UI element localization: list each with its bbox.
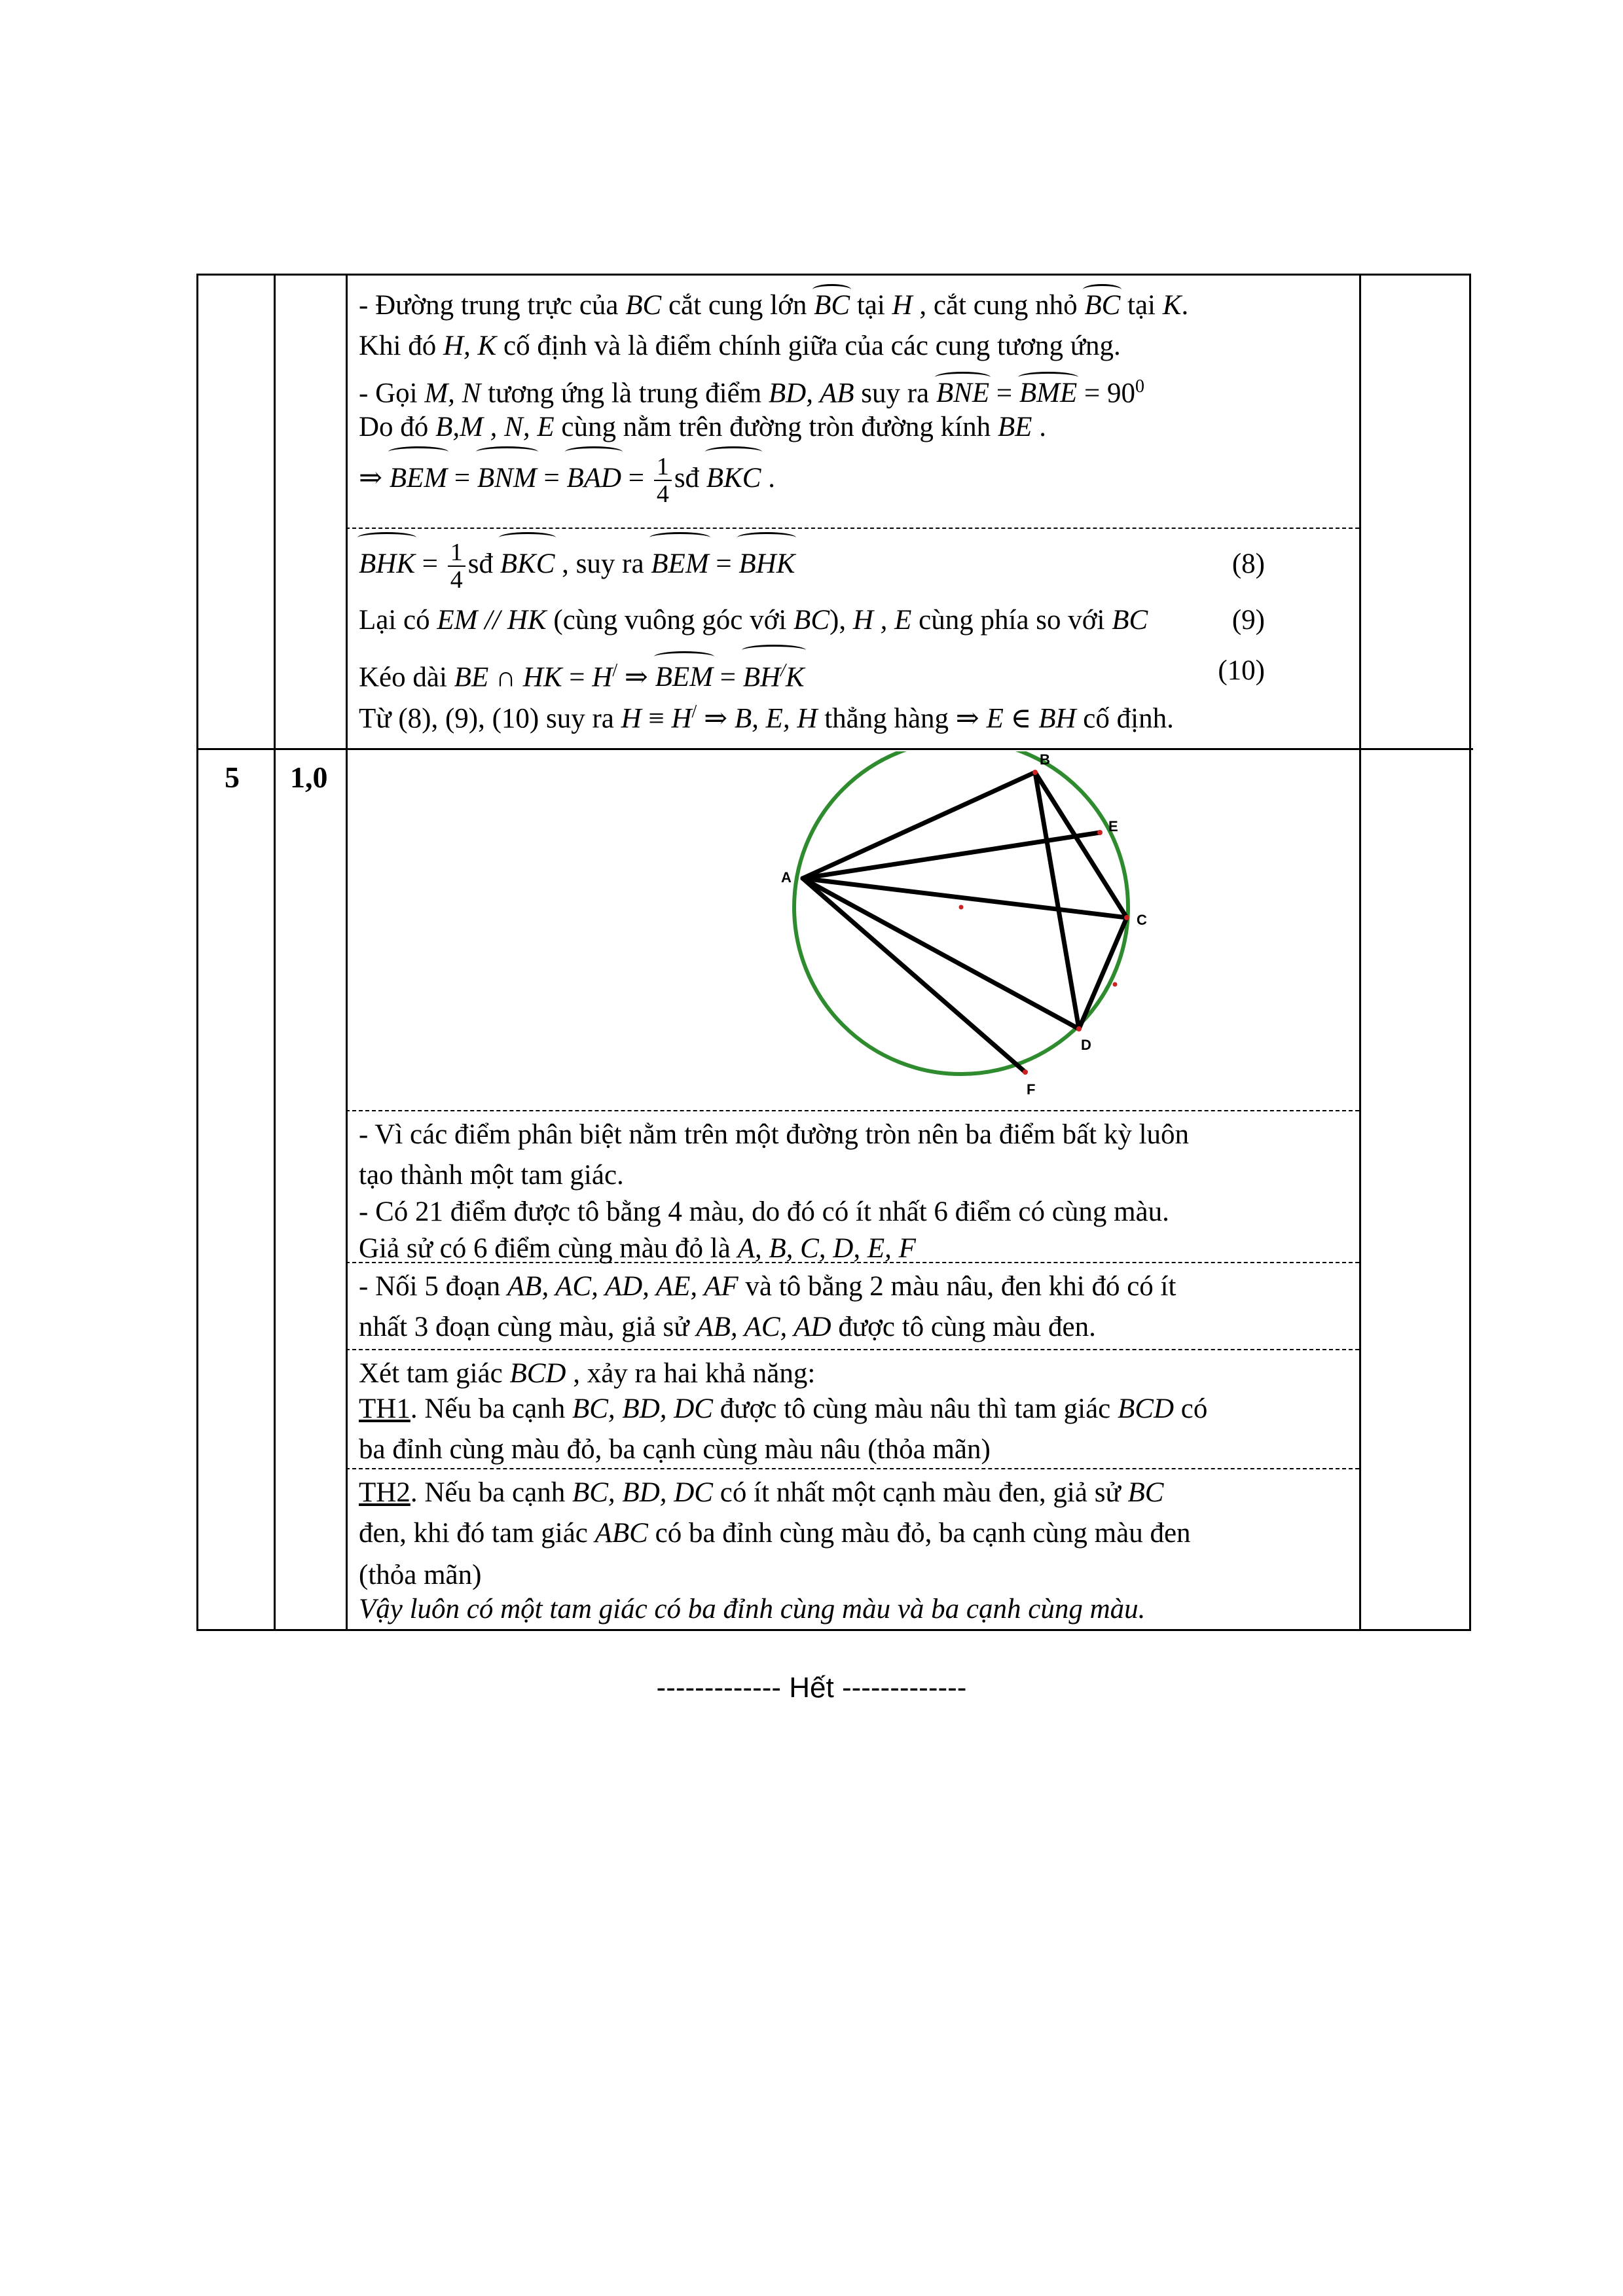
- circle-figure: [758, 751, 1177, 1098]
- case-label: TH2: [359, 1477, 410, 1508]
- footer-end-marker: ------------- Hết -------------: [656, 1672, 967, 1704]
- column-divider: [1359, 276, 1361, 1629]
- equation-label: (10): [1218, 655, 1265, 686]
- point-c-marker: [1124, 915, 1129, 920]
- text-line: Giả sử có 6 điểm cùng màu đỏ là A, B, C, D, E, F: [359, 1233, 916, 1264]
- text-line: - Có 21 điểm được tô bằng 4 màu, do đó có ít nhất 6 điểm có cùng màu.: [359, 1196, 1169, 1227]
- point-e-marker: [1097, 830, 1103, 835]
- text-line: - Đường trung trực của BC cắt cung lớn BC tại H , cắt cung nhỏ BC tại K.: [359, 286, 1269, 327]
- text-line: - Nối 5 đoạn AB, AC, AD, AE, AF và tô bằng 2 màu nâu, đen khi đó có ít: [359, 1271, 1176, 1302]
- text-line: - Vì các điểm phân biệt nằm trên một đường tròn nên ba điểm bất kỳ luôn: [359, 1119, 1190, 1150]
- text-line: Từ (8), (9), (10) suy ra H ≡ H/ ⇒ B, E, H thẳng hàng ⇒ E ∈ BH cố định.: [359, 702, 1174, 734]
- row-separator: [198, 748, 1473, 750]
- text-line: BHK = $\frac{1}{4}$ sđ BKC , suy ra BEM = BHK (8): [359, 534, 1269, 594]
- column-divider: [274, 276, 276, 1629]
- text-line: Kéo dài BE ∩ HK = H/ ⇒ BEM = BH/K (10): [359, 647, 1269, 692]
- segment-ac: [803, 878, 1127, 918]
- segment-af: [803, 878, 1025, 1072]
- text-line: TH2. Nếu ba cạnh BC, BD, DC có ít nhất một cạnh màu đen, giả sử BC: [359, 1477, 1164, 1508]
- section-5: [359, 1354, 1269, 1471]
- text-line: nhất 3 đoạn cùng màu, giả sử AB, AC, AD được tô cùng màu đen.: [359, 1312, 1096, 1342]
- point-marker: [1113, 982, 1118, 987]
- label-b: B: [1040, 751, 1050, 768]
- text-line: ⇒ BEM = BNM = BAD = $\frac{1}{4}$ sđ BKC .: [359, 448, 1269, 509]
- conclusion-text: Vậy luôn có một tam giác có ba đỉnh cùng màu và ba cạnh cùng màu.: [359, 1594, 1146, 1624]
- row-separator: [346, 528, 1359, 529]
- column-divider: [346, 276, 348, 1629]
- text-line: TH1. Nếu ba cạnh BC, BD, DC được tô cùng màu nâu thì tam giác BCD có: [359, 1393, 1208, 1424]
- segment-ae: [803, 833, 1100, 878]
- text-line: ba đỉnh cùng màu đỏ, ba cạnh cùng màu nâu (thỏa mãn): [359, 1434, 991, 1465]
- text-line: Xét tam giác BCD , xảy ra hai khả năng:: [359, 1358, 816, 1389]
- section-1: [359, 286, 1269, 509]
- center-point: [959, 905, 964, 910]
- label-e: E: [1108, 818, 1118, 834]
- row-separator: [346, 1349, 1359, 1350]
- label-d: D: [1081, 1037, 1091, 1053]
- section-4: [359, 1267, 1269, 1348]
- degree-superscript: 0: [1135, 376, 1144, 397]
- text-line: Do đó B,M , N, E cùng nằm trên đường tròn đường kính BE .: [359, 412, 1046, 442]
- point-d-marker: [1076, 1026, 1082, 1031]
- section-2: [359, 534, 1269, 733]
- segment-ad: [803, 878, 1079, 1029]
- label-c: C: [1137, 912, 1147, 928]
- row-separator: [346, 1110, 1359, 1111]
- section-6: [359, 1473, 1269, 1630]
- text-line: (thỏa mãn): [359, 1560, 482, 1590]
- segment-dc: [1079, 918, 1127, 1029]
- case-label: TH1: [359, 1393, 410, 1424]
- point-b-marker: [1032, 770, 1038, 775]
- equation-label: (9): [1231, 605, 1265, 636]
- question-number: 5: [225, 761, 240, 794]
- point-f-marker: [1023, 1069, 1028, 1075]
- text-line: Lại có EM // HK (cùng vuông góc với BC), H , E cùng phía so với BC (9): [359, 594, 1269, 647]
- fraction: $\frac{1}{4}$: [654, 454, 672, 507]
- fraction: $\frac{1}{4}$: [448, 539, 465, 593]
- label-a: A: [781, 869, 792, 886]
- text-line: tạo thành một tam giác.: [359, 1160, 624, 1191]
- text-line: Khi đó H, K cố định và là điểm chính giữa của các cung tương ứng.: [359, 331, 1121, 361]
- text-line: - Gọi M, N tương ứng là trung điểm BD, AB suy ra BNE = BME = $90^0$: [359, 367, 1269, 408]
- label-f: F: [1027, 1081, 1036, 1098]
- equation-label: (8): [1231, 548, 1265, 579]
- question-points: 1,0: [290, 761, 328, 794]
- text-line: đen, khi đó tam giác ABC có ba đỉnh cùng màu đỏ, ba cạnh cùng màu đen: [359, 1518, 1191, 1549]
- section-3: [359, 1115, 1269, 1266]
